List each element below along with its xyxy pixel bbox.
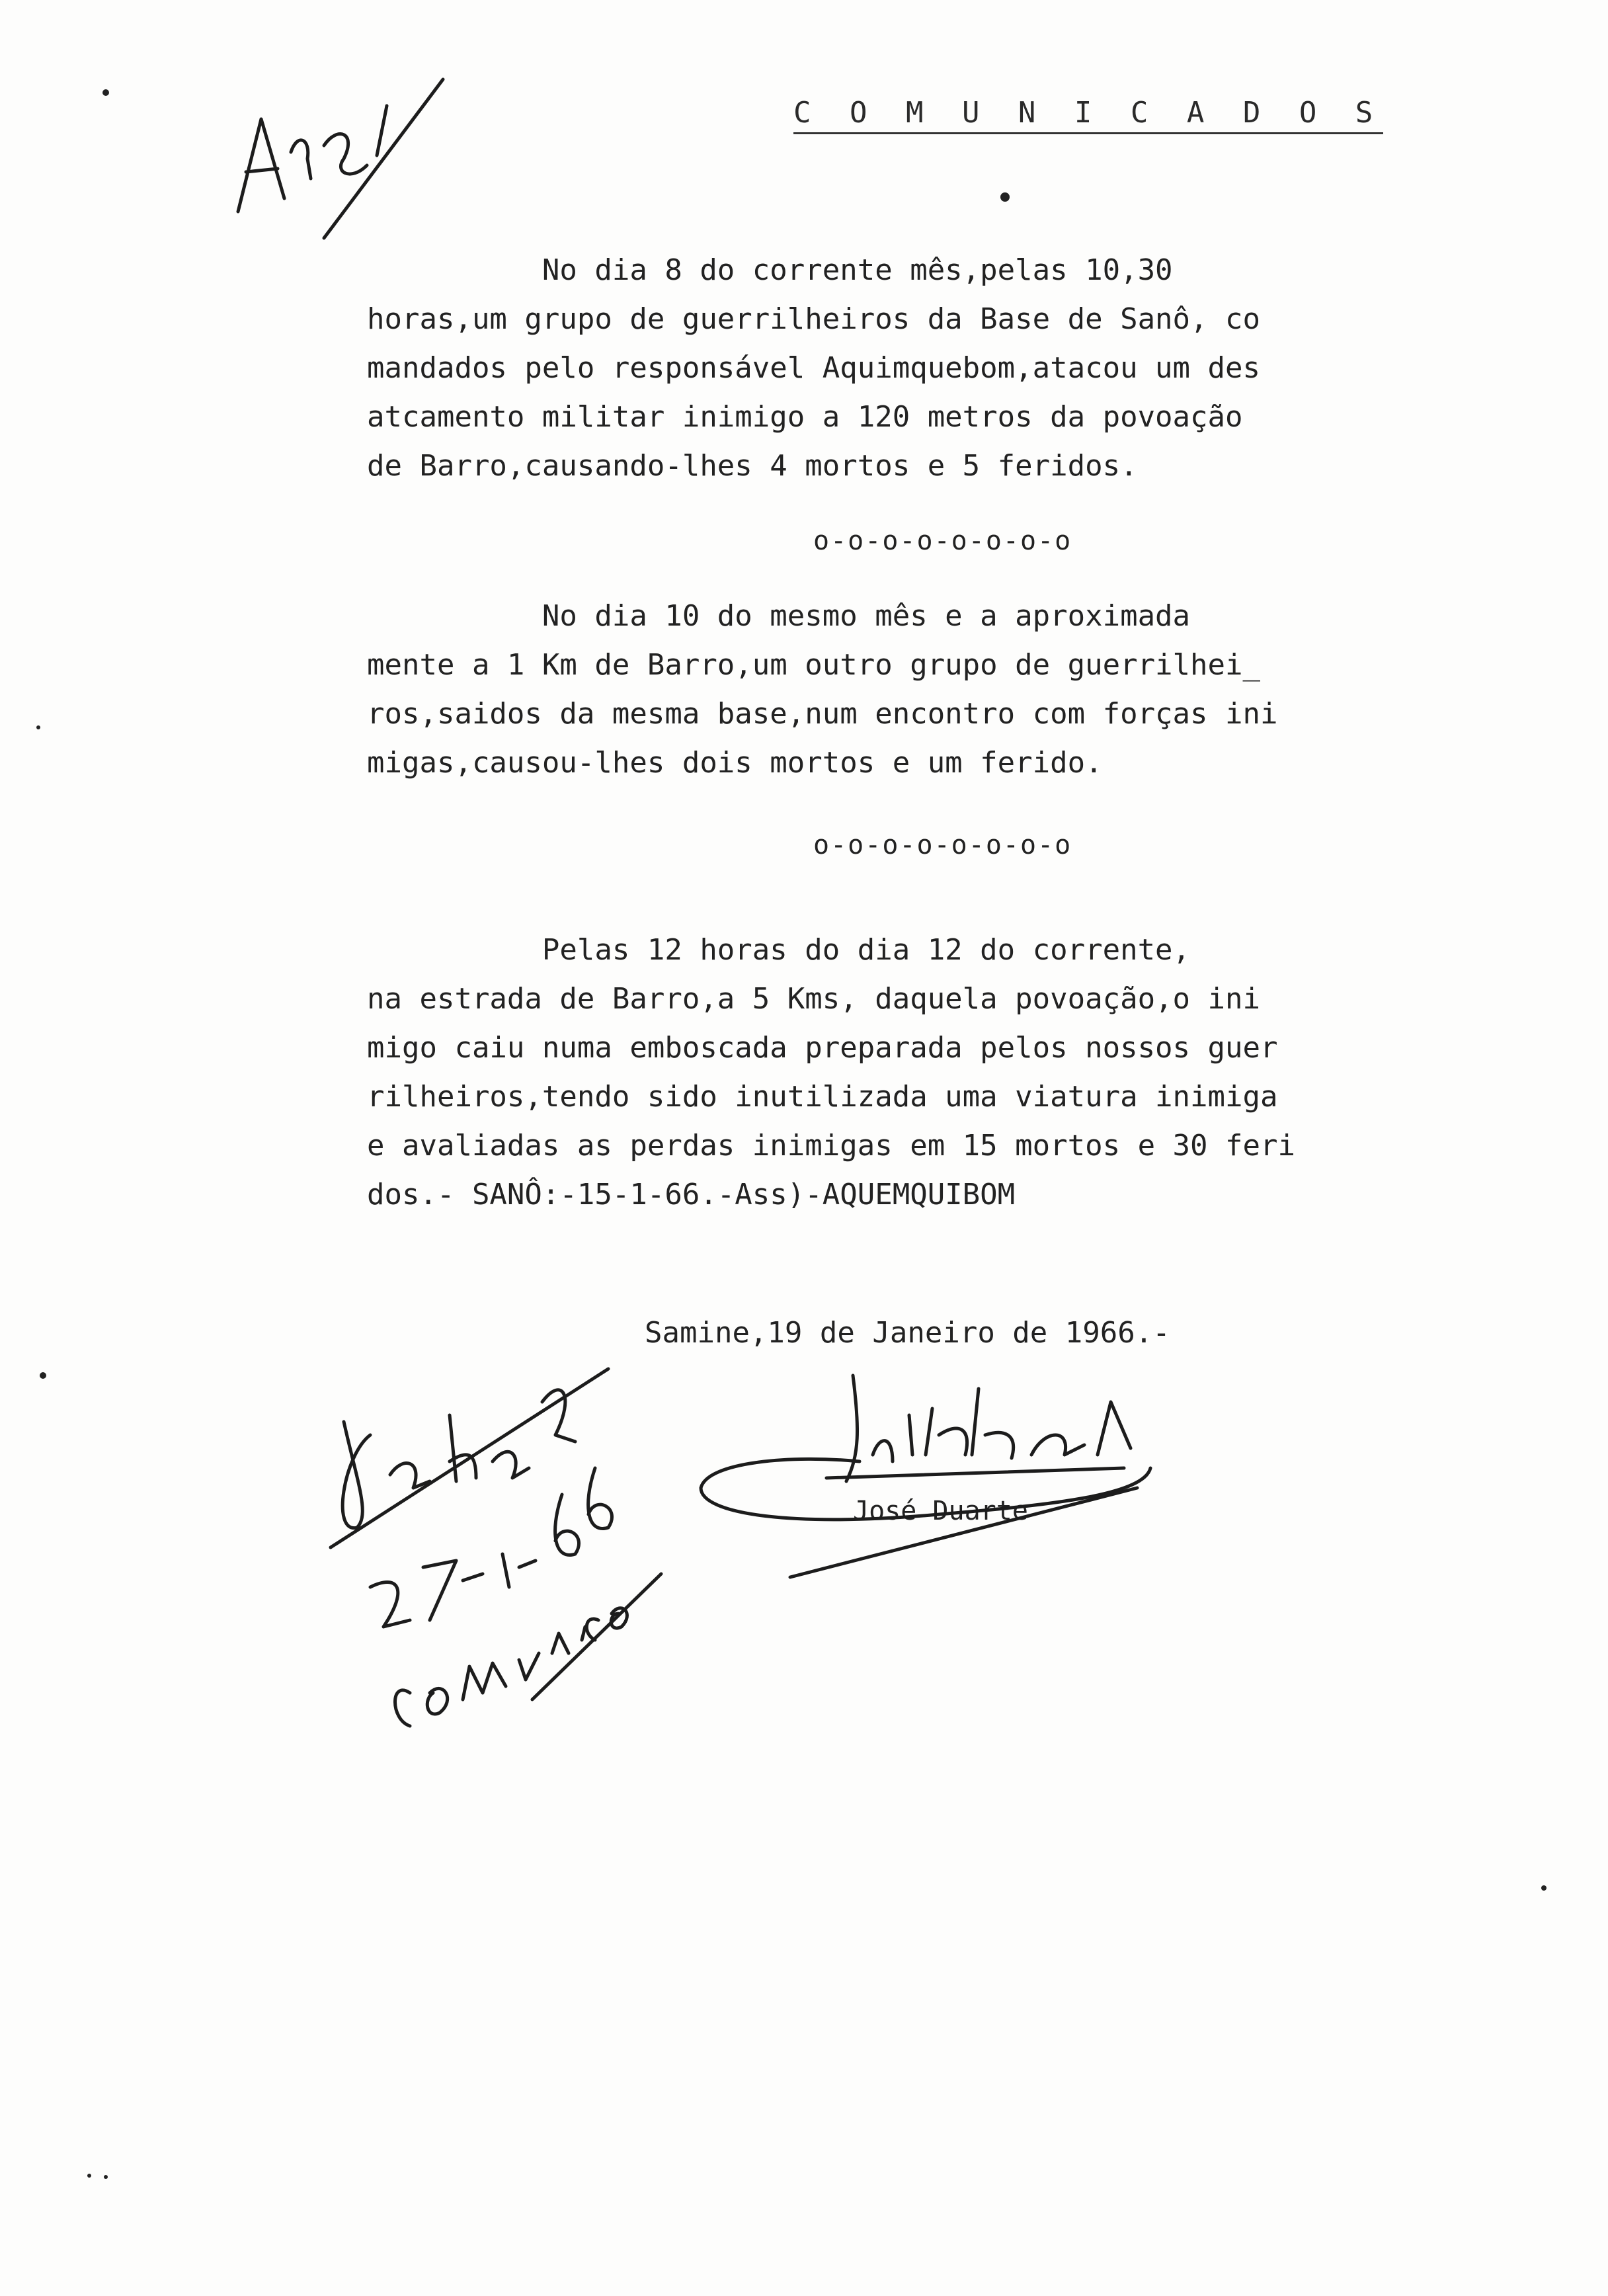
paragraph-line: rilheiros,tendo sido inutilizada uma viatura inimiga xyxy=(367,1080,1278,1114)
paragraph-line: na estrada de Barro,a 5 Kms, daquela povoação,o ini xyxy=(367,982,1261,1016)
paragraph-line: mente a 1 Km de Barro,um outro grupo de guerrilhei_ xyxy=(367,648,1261,682)
handwritten-signature xyxy=(701,1375,1150,1577)
paragraph-3 xyxy=(367,926,1425,1219)
paragraph-line: dos.- SANÔ:-15-1-66.-Ass)-AQUEMQUIBOM xyxy=(367,1178,1016,1211)
paragraph-line: horas,um grupo de guerrilheiros da Base de Sanô, co xyxy=(367,302,1261,336)
handwritten-dakar-note xyxy=(331,1369,661,1726)
paragraph-line: mandados pelo responsável Aquimquebom,atacou um des xyxy=(367,351,1261,385)
paragraph-line: No dia 8 do corrente mês,pelas 10,30 xyxy=(367,253,1173,287)
paragraph-line: No dia 10 do mesmo mês e a aproximada xyxy=(367,599,1191,633)
closing-date-line: Samine,19 de Janeiro de 1966.- xyxy=(645,1316,1170,1350)
paragraph-2 xyxy=(367,592,1425,788)
paragraph-line: e avaliadas as perdas inimigas em 15 mortos e 30 feri xyxy=(367,1129,1295,1163)
paragraph-1 xyxy=(367,246,1425,491)
document-title: C O M U N I C A D O S xyxy=(793,96,1383,134)
section-separator: o-o-o-o-o-o-o-o xyxy=(813,526,1072,556)
paragraph-line: migo caiu numa emboscada preparada pelos nossos guer xyxy=(367,1031,1278,1065)
paragraph-line: migas,causou-lhes dois mortos e um ferido. xyxy=(367,746,1103,780)
paragraph-line: de Barro,causando-lhes 4 mortos e 5 feridos. xyxy=(367,449,1138,483)
paragraph-line: Pelas 12 horas do dia 12 do corrente, xyxy=(367,933,1191,967)
signer-name: José Duarte xyxy=(853,1496,1028,1526)
paragraph-line: ros,saidos da mesma base,num encontro com forças ini xyxy=(367,697,1278,731)
handwritten-archive-mark xyxy=(102,79,443,238)
section-separator: o-o-o-o-o-o-o-o xyxy=(813,830,1072,860)
paragraph-line: atcamento militar inimigo a 120 metros da povoação xyxy=(367,400,1243,434)
ink-dot xyxy=(1000,192,1010,202)
